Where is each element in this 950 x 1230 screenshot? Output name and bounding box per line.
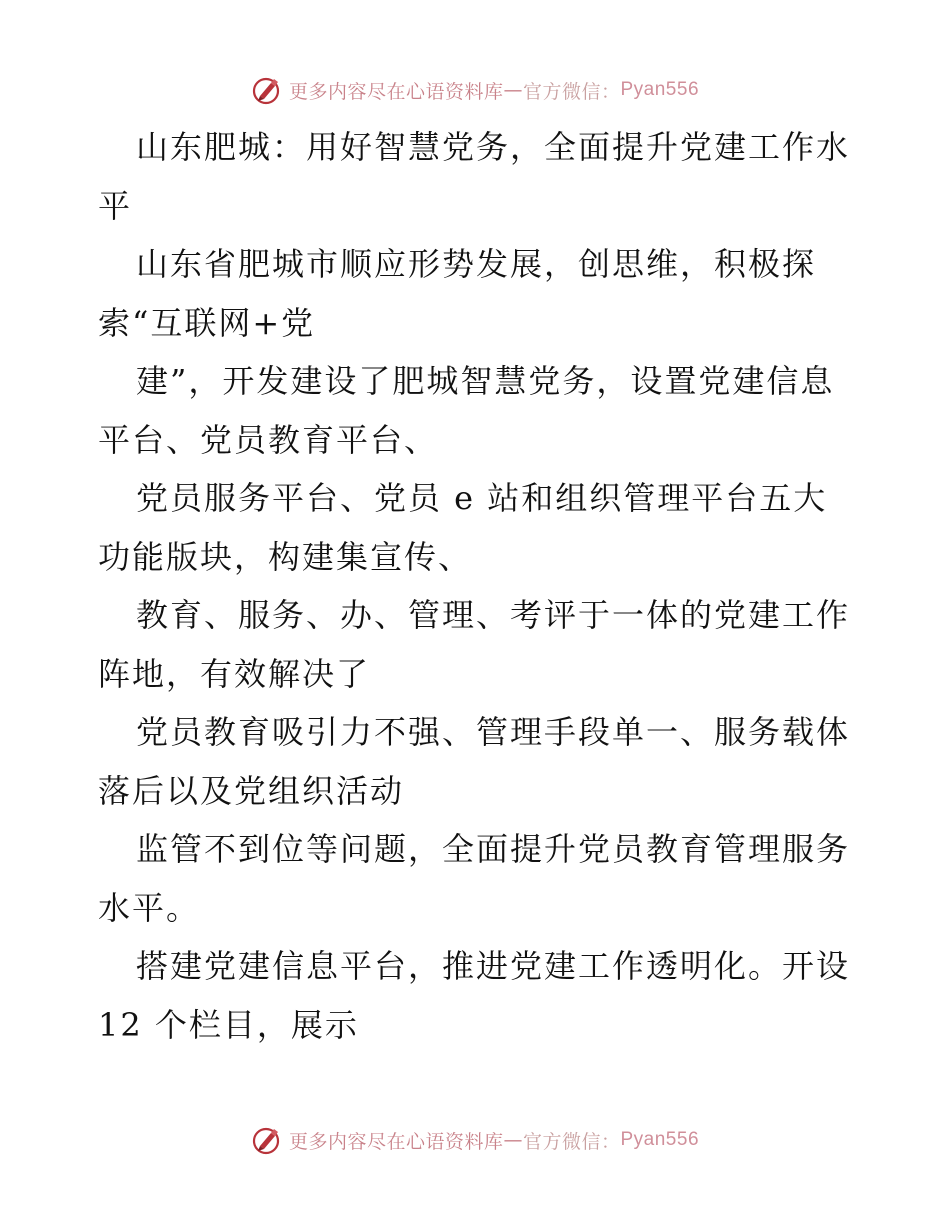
document-body — [98, 118, 858, 1054]
banner-wechat-handle: Pyan556 — [620, 79, 700, 100]
banner-site-text: 更多内容尽在心语资料库 — [288, 80, 504, 103]
document-title: 山东肥城：用好智慧党务，全面提升党建工作水平 — [98, 128, 851, 225]
banner-wechat-label: 官方微信： — [522, 80, 621, 103]
banner-wechat-label: 官方微信： — [522, 1130, 621, 1153]
paragraph: 搭建党建信息平台，推进党建工作透明化。开设 12 个栏目，展示 — [98, 947, 851, 1044]
paragraph: 监管不到位等问题，全面提升党员教育管理服务水平。 — [98, 830, 851, 927]
paragraph: 建”，开发建设了肥城智慧党务，设置党建信息平台、党员教育平台、 — [98, 362, 835, 459]
footer-banner — [0, 1120, 950, 1160]
pen-logo-icon — [251, 74, 283, 106]
header-banner — [0, 70, 950, 110]
banner-wechat-handle: Pyan556 — [620, 1129, 700, 1150]
banner-dash: — — [503, 1129, 523, 1151]
paragraph: 党员教育吸引力不强、管理手段单一、服务载体落后以及党组织活动 — [98, 713, 851, 810]
paragraph: 山东省肥城市顺应形势发展，创思维，积极探索“互联网+党 — [98, 245, 817, 342]
banner-dash: — — [503, 79, 523, 101]
banner-site-text: 更多内容尽在心语资料库 — [288, 1130, 504, 1153]
pen-logo-icon — [251, 1124, 283, 1156]
paragraph: 党员服务平台、党员 e 站和组织管理平台五大功能版块，构建集宣传、 — [98, 479, 828, 576]
paragraph: 教育、服务、办、管理、考评于一体的党建工作阵地，有效解决了 — [98, 596, 851, 693]
